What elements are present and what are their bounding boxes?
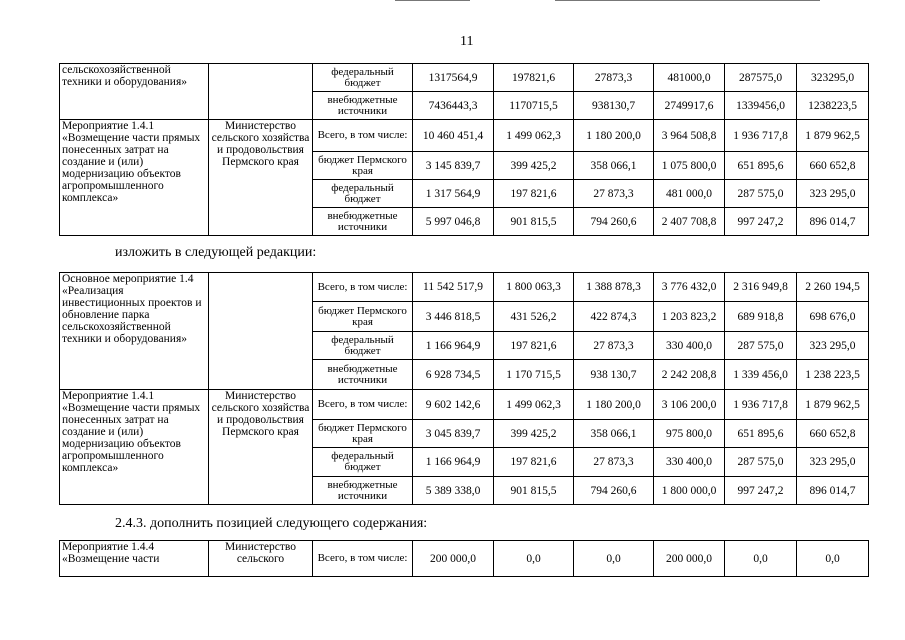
amount-cell: 197821,6 xyxy=(494,64,574,92)
amount-cell: 997 247,2 xyxy=(725,477,797,505)
amount-cell: 481 000,0 xyxy=(654,180,725,208)
funding-source-cell: бюджет Пермского края xyxy=(313,420,413,448)
measure-name-cell: Основное мероприятие 1.4 «Реализация инвестиционных проектов и обновление парка сельскохозяйственной техники и оборудования» xyxy=(60,273,209,390)
funding-source-cell: внебюджетные источники xyxy=(313,92,413,120)
measure-name-cell: Мероприятие 1.4.1 «Возмещение части прямых понесенных затрат на создание и (или) модернизацию объектов агропромышленного комплекса» xyxy=(60,120,209,236)
amount-cell: 287575,0 xyxy=(725,64,797,92)
amount-cell: 997 247,2 xyxy=(725,208,797,236)
amount-cell: 323295,0 xyxy=(797,64,869,92)
amount-cell: 0,0 xyxy=(574,541,654,577)
amount-cell: 330 400,0 xyxy=(654,448,725,477)
amount-cell: 1 170 715,5 xyxy=(494,360,574,390)
amount-cell: 9 602 142,6 xyxy=(413,390,494,420)
table-row xyxy=(60,273,869,302)
amount-cell: 938 130,7 xyxy=(574,360,654,390)
amount-cell: 1 203 823,2 xyxy=(654,302,725,332)
amount-cell: 399 425,2 xyxy=(494,420,574,448)
header-rule-left xyxy=(395,0,470,1)
amount-cell: 5 389 338,0 xyxy=(413,477,494,505)
amount-cell: 1 936 717,8 xyxy=(725,390,797,420)
amount-cell: 1 879 962,5 xyxy=(797,390,869,420)
amount-cell: 27873,3 xyxy=(574,64,654,92)
responsible-executor-cell: Министерство сельского xyxy=(209,541,313,577)
amount-cell: 2749917,6 xyxy=(654,92,725,120)
table-row xyxy=(60,541,869,577)
amount-cell: 3 964 508,8 xyxy=(654,120,725,152)
amount-cell: 323 295,0 xyxy=(797,448,869,477)
funding-source-cell: Всего, в том числе: xyxy=(313,541,413,577)
amount-cell: 689 918,8 xyxy=(725,302,797,332)
amount-cell: 794 260,6 xyxy=(574,208,654,236)
amount-cell: 1 499 062,3 xyxy=(494,120,574,152)
amount-cell: 3 446 818,5 xyxy=(413,302,494,332)
amount-cell: 1 238 223,5 xyxy=(797,360,869,390)
funding-source-cell: Всего, в том числе: xyxy=(313,390,413,420)
amount-cell: 0,0 xyxy=(494,541,574,577)
amount-cell: 197 821,6 xyxy=(494,448,574,477)
amount-cell: 698 676,0 xyxy=(797,302,869,332)
amount-cell: 1 180 200,0 xyxy=(574,120,654,152)
responsible-executor-cell xyxy=(209,273,313,390)
amount-cell: 794 260,6 xyxy=(574,477,654,505)
funding-source-cell: внебюджетные источники xyxy=(313,208,413,236)
amount-cell: 27 873,3 xyxy=(574,332,654,360)
amount-cell: 1317564,9 xyxy=(413,64,494,92)
amount-cell: 197 821,6 xyxy=(494,180,574,208)
amount-cell: 1 075 800,0 xyxy=(654,152,725,180)
budget-table-old xyxy=(59,63,869,236)
table-body xyxy=(60,273,869,505)
amount-cell: 2 242 208,8 xyxy=(654,360,725,390)
funding-source-cell: федеральный бюджет xyxy=(313,180,413,208)
amount-cell: 3 106 200,0 xyxy=(654,390,725,420)
measure-name-cell: Мероприятие 1.4.1 «Возмещение части прямых понесенных затрат на создание и (или) модернизацию объектов агропромышленного комплекса» xyxy=(60,390,209,505)
amount-cell: 3 145 839,7 xyxy=(413,152,494,180)
amount-cell: 5 997 046,8 xyxy=(413,208,494,236)
amount-cell: 901 815,5 xyxy=(494,208,574,236)
amount-cell: 1339456,0 xyxy=(725,92,797,120)
funding-source-cell: бюджет Пермского края xyxy=(313,302,413,332)
funding-source-cell: внебюджетные источники xyxy=(313,477,413,505)
amount-cell: 358 066,1 xyxy=(574,420,654,448)
amount-cell: 27 873,3 xyxy=(574,448,654,477)
amount-cell: 1 800 063,3 xyxy=(494,273,574,302)
amount-cell: 2 407 708,8 xyxy=(654,208,725,236)
amount-cell: 1 499 062,3 xyxy=(494,390,574,420)
amount-cell: 1 317 564,9 xyxy=(413,180,494,208)
table-row xyxy=(60,64,869,92)
funding-source-cell: внебюджетные источники xyxy=(313,360,413,390)
amount-cell: 896 014,7 xyxy=(797,208,869,236)
amount-cell: 660 652,8 xyxy=(797,420,869,448)
responsible-executor-cell: Министерство сельского хозяйства и продовольствия Пермского края xyxy=(209,390,313,505)
amount-cell: 2 316 949,8 xyxy=(725,273,797,302)
table-row xyxy=(60,120,869,152)
amount-cell: 330 400,0 xyxy=(654,332,725,360)
table-row xyxy=(60,390,869,420)
amount-cell: 431 526,2 xyxy=(494,302,574,332)
amount-cell: 896 014,7 xyxy=(797,477,869,505)
amount-cell: 0,0 xyxy=(725,541,797,577)
amount-cell: 287 575,0 xyxy=(725,180,797,208)
amount-cell: 1170715,5 xyxy=(494,92,574,120)
edit-instruction-heading: изложить в следующей редакции: xyxy=(115,245,317,260)
amount-cell: 200 000,0 xyxy=(413,541,494,577)
table-body xyxy=(60,541,869,577)
amount-cell: 287 575,0 xyxy=(725,332,797,360)
amount-cell: 323 295,0 xyxy=(797,180,869,208)
amount-cell: 3 776 432,0 xyxy=(654,273,725,302)
amount-cell: 358 066,1 xyxy=(574,152,654,180)
amount-cell: 1 388 878,3 xyxy=(574,273,654,302)
measure-name-cell: сельскохозяйственной техники и оборудования» xyxy=(60,64,209,120)
page-number: 11 xyxy=(460,34,474,49)
table-body xyxy=(60,64,869,236)
amount-cell: 0,0 xyxy=(797,541,869,577)
amount-cell: 11 542 517,9 xyxy=(413,273,494,302)
amount-cell: 651 895,6 xyxy=(725,152,797,180)
amount-cell: 399 425,2 xyxy=(494,152,574,180)
amount-cell: 10 460 451,4 xyxy=(413,120,494,152)
funding-source-cell: федеральный бюджет xyxy=(313,64,413,92)
amount-cell: 1 339 456,0 xyxy=(725,360,797,390)
amount-cell: 323 295,0 xyxy=(797,332,869,360)
responsible-executor-cell xyxy=(209,64,313,120)
amount-cell: 7436443,3 xyxy=(413,92,494,120)
amount-cell: 1 800 000,0 xyxy=(654,477,725,505)
funding-source-cell: Всего, в том числе: xyxy=(313,273,413,302)
amount-cell: 1238223,5 xyxy=(797,92,869,120)
amount-cell: 27 873,3 xyxy=(574,180,654,208)
budget-table-addition xyxy=(59,540,869,577)
funding-source-cell: федеральный бюджет xyxy=(313,332,413,360)
amount-cell: 1 936 717,8 xyxy=(725,120,797,152)
funding-source-cell: бюджет Пермского края xyxy=(313,152,413,180)
measure-name-cell: Мероприятие 1.4.4 «Возмещение части xyxy=(60,541,209,577)
amount-cell: 197 821,6 xyxy=(494,332,574,360)
amount-cell: 1 180 200,0 xyxy=(574,390,654,420)
amount-cell: 287 575,0 xyxy=(725,448,797,477)
amount-cell: 660 652,8 xyxy=(797,152,869,180)
amount-cell: 2 260 194,5 xyxy=(797,273,869,302)
amount-cell: 975 800,0 xyxy=(654,420,725,448)
header-rule-right xyxy=(555,0,820,1)
amount-cell: 481000,0 xyxy=(654,64,725,92)
amount-cell: 422 874,3 xyxy=(574,302,654,332)
addition-heading: 2.4.3. дополнить позицией следующего содержания: xyxy=(115,516,428,531)
amount-cell: 1 166 964,9 xyxy=(413,332,494,360)
funding-source-cell: Всего, в том числе: xyxy=(313,120,413,152)
amount-cell: 651 895,6 xyxy=(725,420,797,448)
amount-cell: 938130,7 xyxy=(574,92,654,120)
responsible-executor-cell: Министерство сельского хозяйства и продовольствия Пермского края xyxy=(209,120,313,236)
amount-cell: 6 928 734,5 xyxy=(413,360,494,390)
amount-cell: 1 166 964,9 xyxy=(413,448,494,477)
amount-cell: 901 815,5 xyxy=(494,477,574,505)
amount-cell: 1 879 962,5 xyxy=(797,120,869,152)
amount-cell: 200 000,0 xyxy=(654,541,725,577)
funding-source-cell: федеральный бюджет xyxy=(313,448,413,477)
amount-cell: 3 045 839,7 xyxy=(413,420,494,448)
budget-table-new xyxy=(59,272,869,505)
